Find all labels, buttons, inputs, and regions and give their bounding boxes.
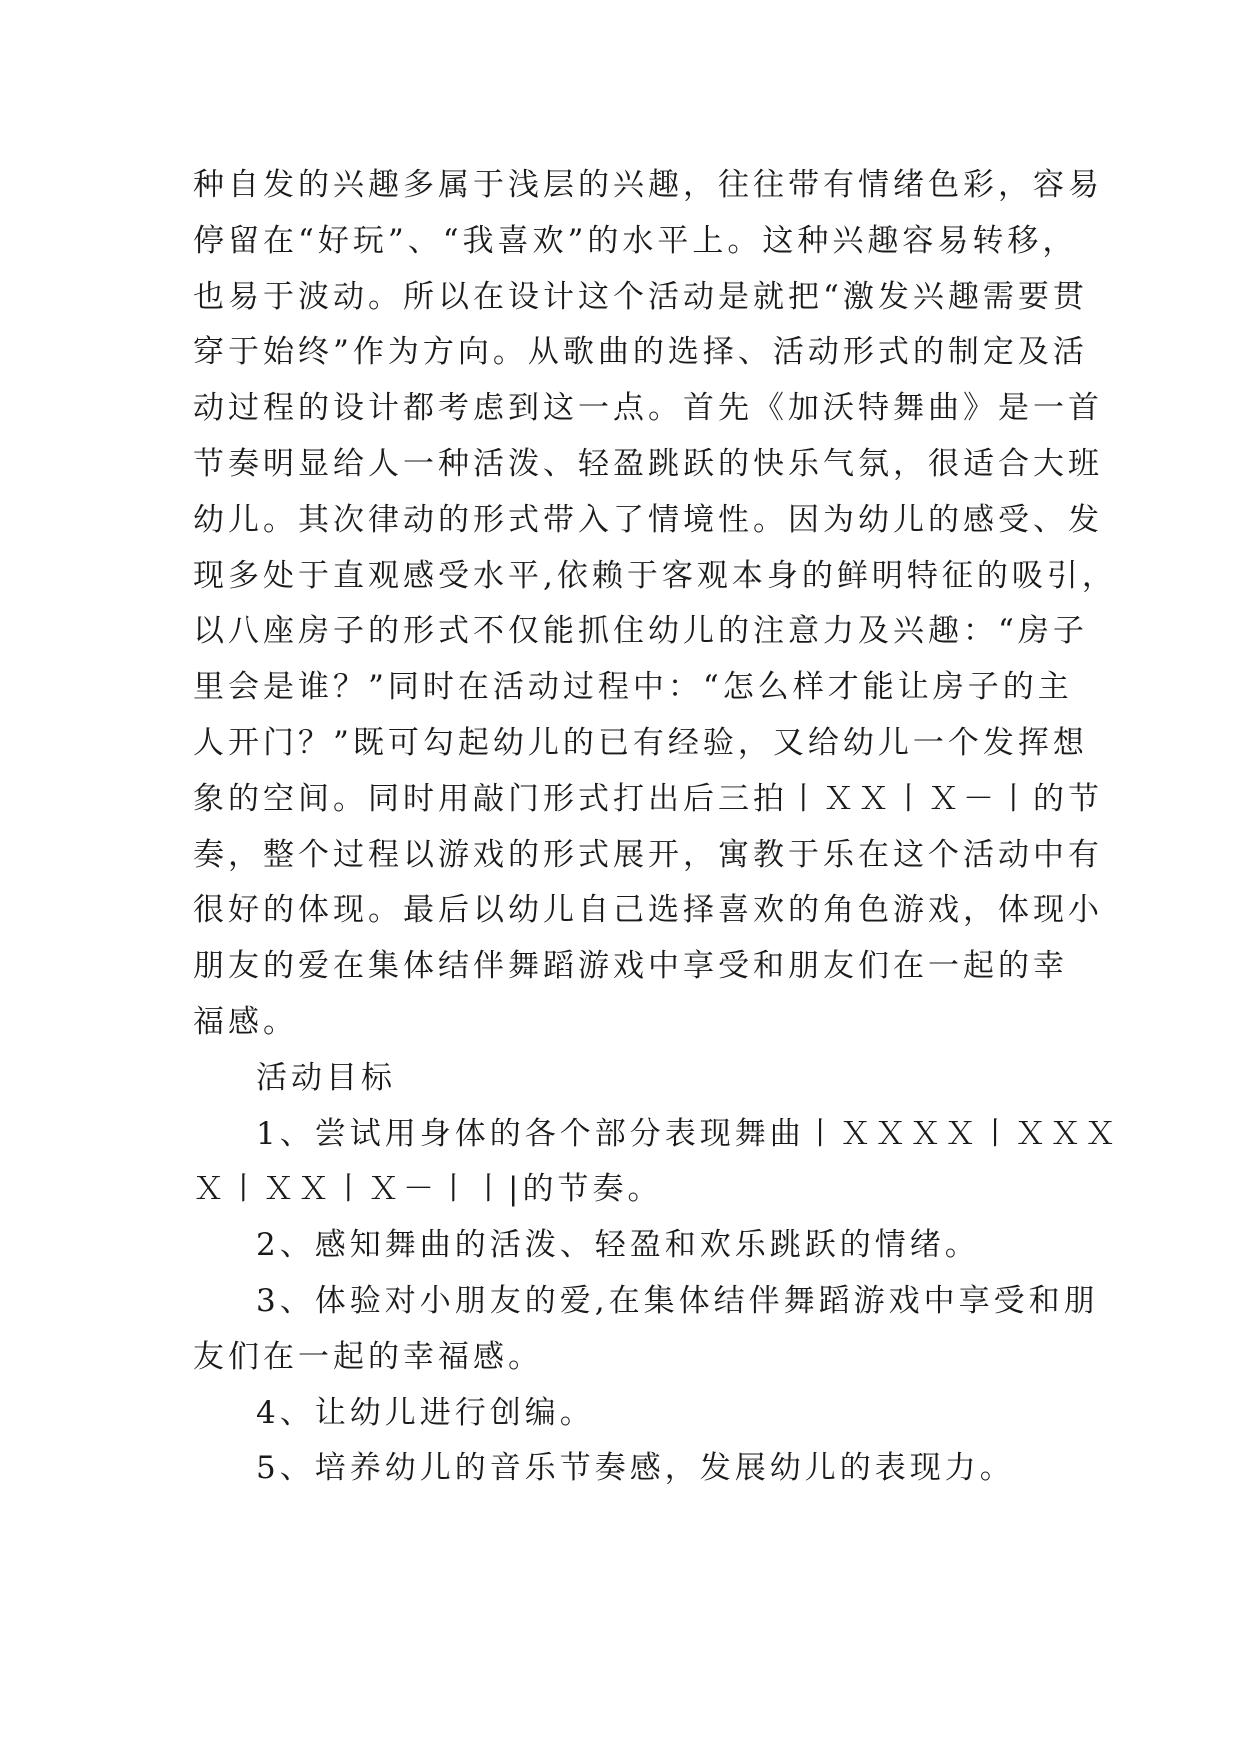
goal-item-1 bbox=[193, 1107, 1120, 1219]
goal-list bbox=[193, 1107, 1120, 1498]
text-line: 穿于始终”作为方向。从歌曲的选择、活动形式的制定及活 bbox=[193, 334, 1088, 371]
section-heading: 活动目标 bbox=[256, 1059, 396, 1096]
text-line: 福感。 bbox=[193, 1003, 298, 1040]
text-line: 人开门？”既可勾起幼儿的已有经验，又给幼儿一个发挥想 bbox=[193, 724, 1088, 761]
text-line: 3、体验对小朋友的爱,在集体结伴舞蹈游戏中享受和朋 bbox=[256, 1282, 1099, 1319]
text-line: 以八座房子的形式不仅能抓住幼儿的注意力及兴趣：“房子 bbox=[193, 613, 1088, 650]
text-line: 象的空间。同时用敲门形式打出后三拍丨ＸＸ丨Ｘ－丨的节 bbox=[193, 780, 1103, 817]
goal-item-5 bbox=[193, 1441, 1055, 1497]
text-line: 幼儿。其次律动的形式带入了情境性。因为幼儿的感受、发 bbox=[193, 501, 1103, 538]
text-line: 4、让幼儿进行创编。 bbox=[256, 1394, 595, 1431]
text-line: 很好的体现。最后以幼儿自己选择喜欢的角色游戏，体现小 bbox=[193, 892, 1103, 929]
text-line: Ｘ丨ＸＸ丨Ｘ－丨丨|的节奏。 bbox=[193, 1171, 663, 1208]
body-text bbox=[193, 158, 1120, 1497]
text-line: 种自发的兴趣多属于浅层的兴趣，往往带有情绪色彩，容易 bbox=[193, 167, 1103, 203]
paragraph-intro bbox=[193, 158, 1117, 1051]
text-line: 2、感知舞曲的活泼、轻盈和欢乐跳跃的情绪。 bbox=[256, 1227, 980, 1264]
goal-item-3 bbox=[193, 1274, 1099, 1386]
text-line: 朋友的爱在集体结伴舞蹈游戏中享受和朋友们在一起的幸 bbox=[193, 948, 1068, 985]
text-line: 奏，整个过程以游戏的形式展开，寓教于乐在这个活动中有 bbox=[193, 836, 1103, 873]
text-line: 节奏明显给人一种活泼、轻盈跳跃的快乐气氛，很适合大班 bbox=[193, 445, 1103, 482]
text-line: 里会是谁？”同时在活动过程中：“怎么样才能让房子的主 bbox=[193, 669, 1073, 706]
text-line: 1、尝试用身体的各个部分表现舞曲丨ＸＸＸＸ丨ＸＸＸ bbox=[256, 1115, 1120, 1152]
goal-item-2 bbox=[193, 1218, 1055, 1274]
text-line: 5、培养幼儿的音乐节奏感，发展幼儿的表现力。 bbox=[256, 1450, 1015, 1487]
text-line: 友们在一起的幸福感。 bbox=[193, 1338, 543, 1375]
text-line: 停留在“好玩”、“我喜欢”的水平上。这种兴趣容易转移， bbox=[193, 222, 1078, 259]
text-line: 动过程的设计都考虑到这一点。首先《加沃特舞曲》是一首 bbox=[193, 390, 1103, 427]
goal-item-4 bbox=[193, 1386, 1055, 1442]
text-line: 也易于波动。所以在设计这个活动是就把“激发兴趣需要贯 bbox=[193, 278, 1088, 315]
text-line: 现多处于直观感受水平,依赖于客观本身的鲜明特征的吸引， bbox=[193, 557, 1117, 594]
